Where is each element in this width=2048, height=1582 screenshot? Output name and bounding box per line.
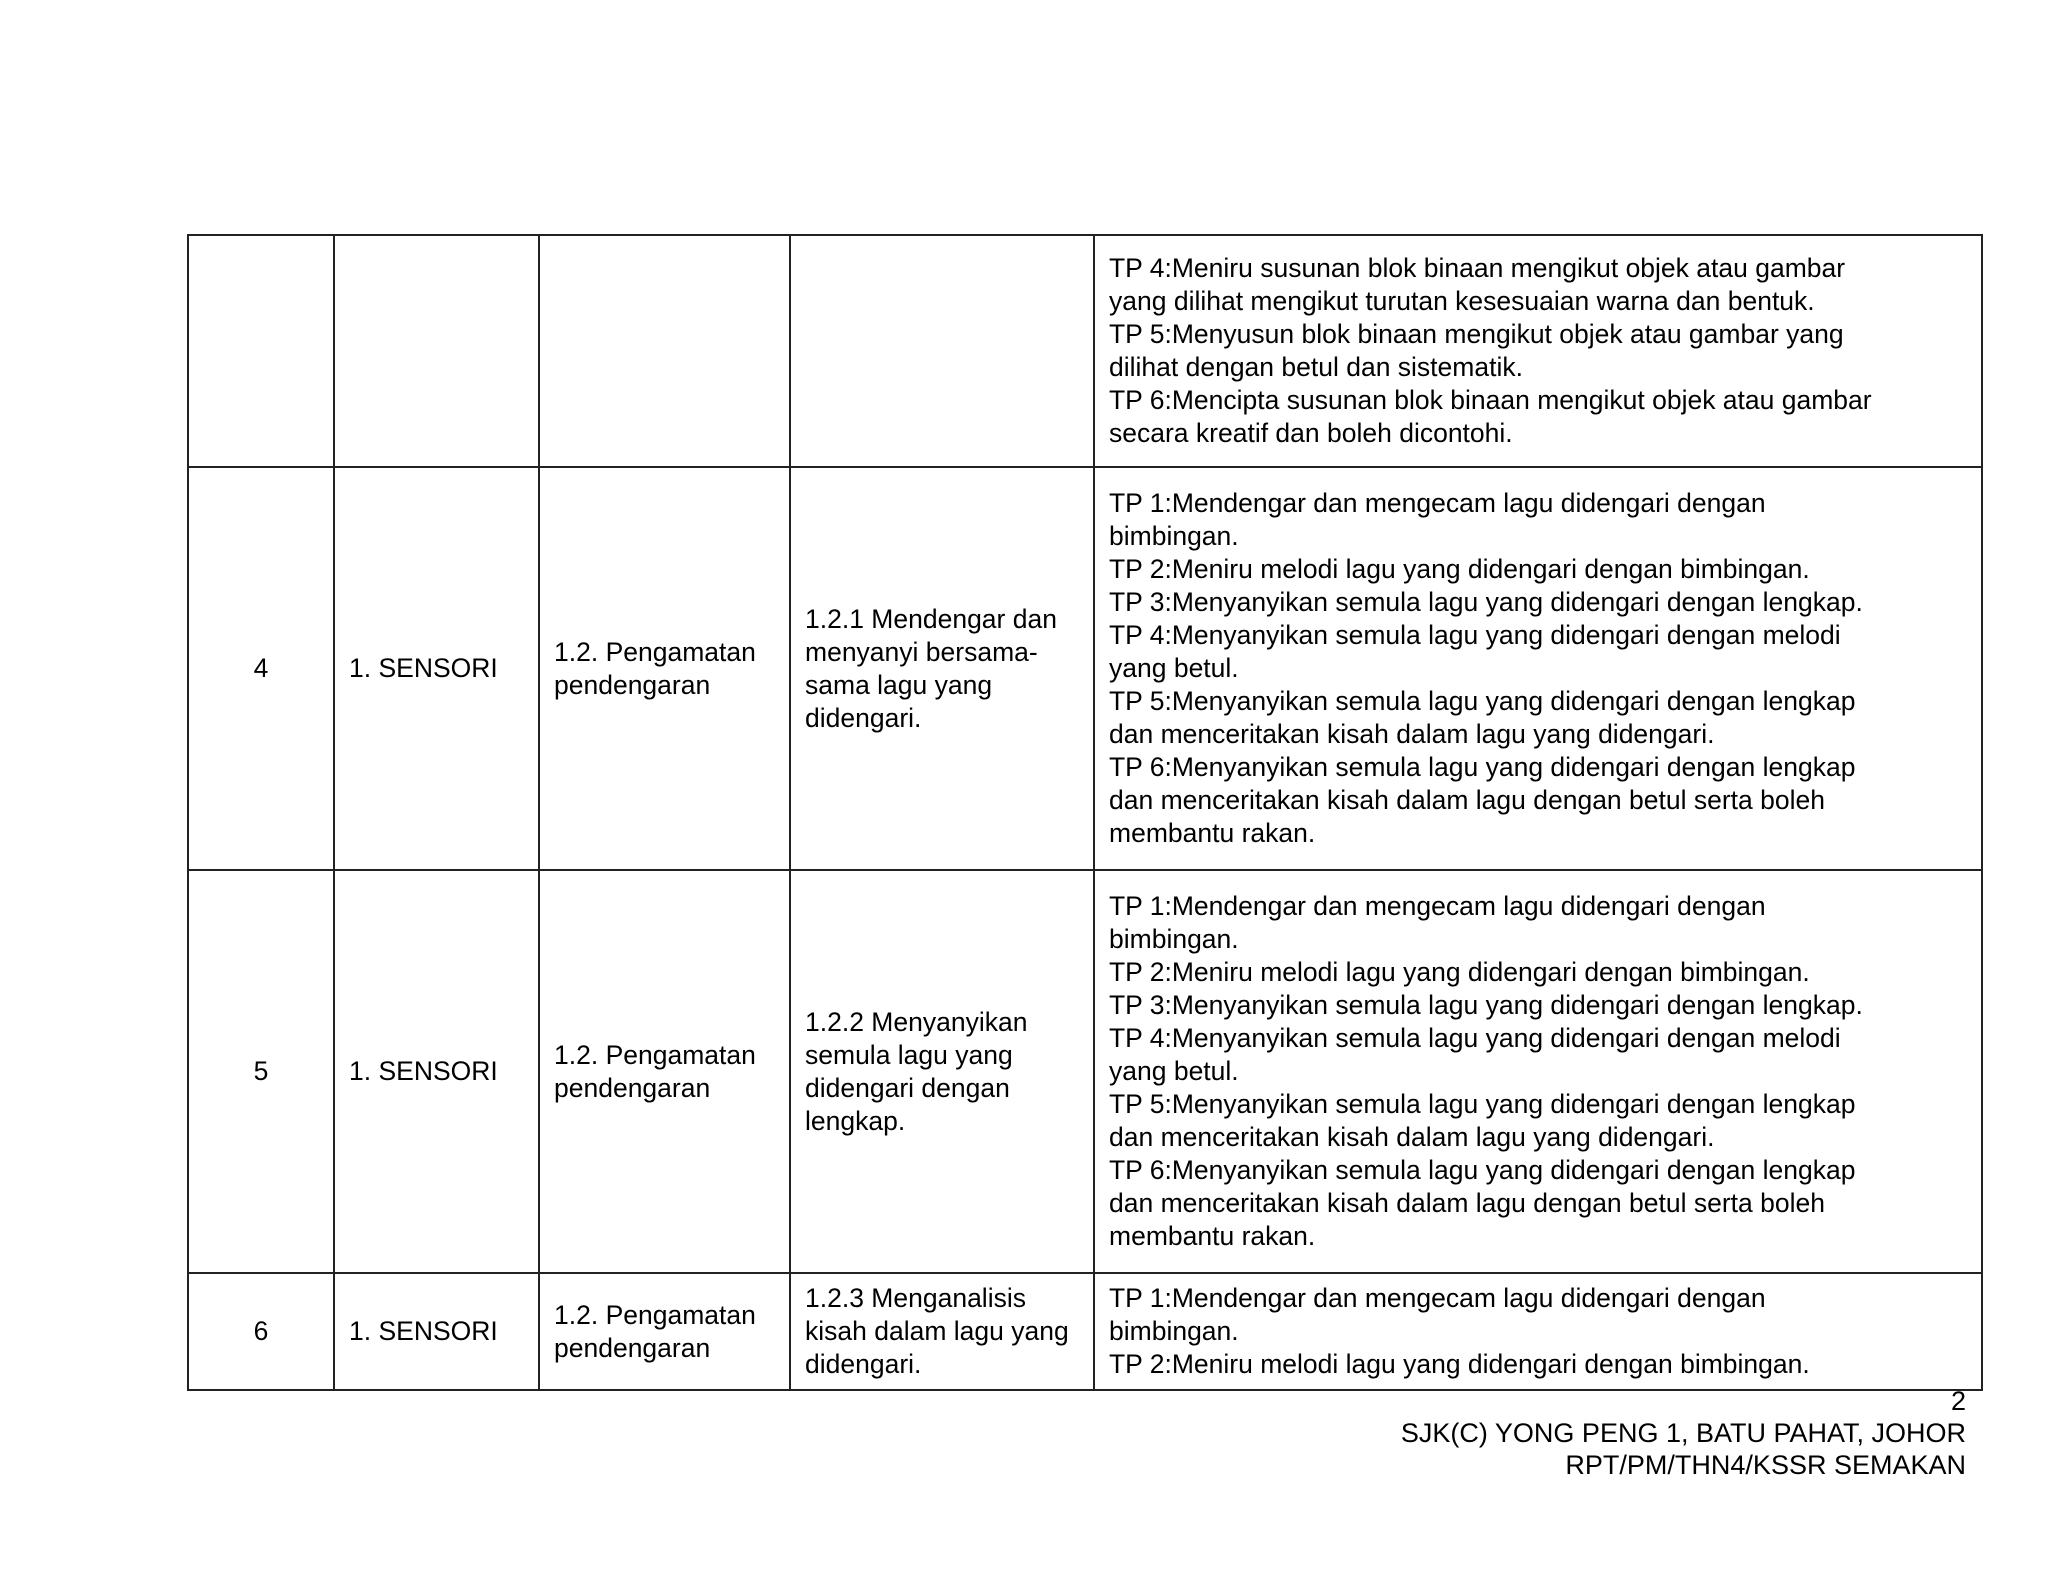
- tp-line: TP 1:Mendengar dan mengecam lagu didengari dengan: [1109, 1283, 1766, 1313]
- content-standard-cell: 1.2. Pengamatan pendengaran: [539, 467, 790, 870]
- tp-line: dan menceritakan kisah dalam lagu dengan betul serta boleh: [1109, 1188, 1825, 1218]
- learning-area-cell: 1. SENSORI: [334, 870, 539, 1273]
- tp-line: TP 4:Meniru susunan blok binaan mengikut objek atau gambar: [1109, 253, 1846, 283]
- tp-line: TP 5:Menyusun blok binaan mengikut objek atau gambar yang: [1109, 319, 1844, 349]
- tp-line: dan menceritakan kisah dalam lagu yang didengari.: [1109, 719, 1715, 749]
- document-code: RPT/PM/THN4/KSSR SEMAKAN: [1565, 1450, 1966, 1480]
- tp-line: secara kreatif dan boleh dicontohi.: [1109, 418, 1513, 448]
- content-standard-cell: [539, 235, 790, 467]
- tp-line: TP 4:Menyanyikan semula lagu yang didengari dengan melodi: [1109, 620, 1841, 650]
- tp-line: TP 2:Meniru melodi lagu yang didengari dengan bimbingan.: [1109, 957, 1810, 987]
- performance-level-cell: [1094, 467, 1982, 870]
- tp-line: yang betul.: [1109, 1056, 1239, 1086]
- learning-standard-cell: [790, 235, 1094, 467]
- table-row: [188, 870, 1982, 1273]
- tp-line: dan menceritakan kisah dalam lagu yang didengari.: [1109, 1122, 1715, 1152]
- week-cell: 5: [188, 870, 334, 1273]
- tp-line: TP 2:Meniru melodi lagu yang didengari dengan bimbingan.: [1109, 554, 1810, 584]
- tp-line: bimbingan.: [1109, 521, 1239, 551]
- week-cell: [188, 235, 334, 467]
- table-row: [188, 467, 1982, 870]
- week-cell: 4: [188, 467, 334, 870]
- learning-area-cell: 1. SENSORI: [334, 467, 539, 870]
- learning-area-cell: 1. SENSORI: [334, 1273, 539, 1390]
- content-standard-cell: 1.2. Pengamatan pendengaran: [539, 870, 790, 1273]
- page-footer: [1401, 1385, 1966, 1481]
- tp-line: TP 3:Menyanyikan semula lagu yang didengari dengan lengkap.: [1109, 587, 1863, 617]
- tp-line: TP 4:Menyanyikan semula lagu yang didengari dengan melodi: [1109, 1023, 1841, 1053]
- content-standard-cell: 1.2. Pengamatan pendengaran: [539, 1273, 790, 1390]
- learning-standard-cell: 1.2.3 Menganalisis kisah dalam lagu yang didengari.: [790, 1273, 1094, 1390]
- tp-line: dilihat dengan betul dan sistematik.: [1109, 352, 1523, 382]
- tp-line: bimbingan.: [1109, 924, 1239, 954]
- page-number: 2: [1950, 1386, 1966, 1416]
- tp-line: membantu rakan.: [1109, 818, 1316, 848]
- tp-line: TP 6:Menyanyikan semula lagu yang didengari dengan lengkap: [1109, 1155, 1856, 1185]
- tp-line: TP 5:Menyanyikan semula lagu yang didengari dengan lengkap: [1109, 686, 1856, 716]
- tp-line: TP 3:Menyanyikan semula lagu yang didengari dengan lengkap.: [1109, 990, 1863, 1020]
- school-name: SJK(C) YONG PENG 1, BATU PAHAT, JOHOR: [1400, 1418, 1966, 1448]
- table-row: [188, 1273, 1982, 1390]
- performance-level-cell: [1094, 235, 1982, 467]
- performance-level-cell: [1094, 1273, 1982, 1390]
- rpt-table: [187, 234, 1983, 1391]
- tp-line: bimbingan.: [1109, 1316, 1239, 1346]
- tp-line: TP 6:Menyanyikan semula lagu yang didengari dengan lengkap: [1109, 752, 1856, 782]
- tp-line: TP 1:Mendengar dan mengecam lagu didengari dengan: [1109, 488, 1766, 518]
- tp-line: TP 5:Menyanyikan semula lagu yang didengari dengan lengkap: [1109, 1089, 1856, 1119]
- performance-level-cell: [1094, 870, 1982, 1273]
- week-cell: 6: [188, 1273, 334, 1390]
- tp-line: TP 6:Mencipta susunan blok binaan mengikut objek atau gambar: [1109, 385, 1872, 415]
- tp-line: yang betul.: [1109, 653, 1239, 683]
- tp-line: TP 1:Mendengar dan mengecam lagu didengari dengan: [1109, 891, 1766, 921]
- learning-area-cell: [334, 235, 539, 467]
- table-row: [188, 235, 1982, 467]
- tp-line: dan menceritakan kisah dalam lagu dengan betul serta boleh: [1109, 785, 1825, 815]
- learning-standard-cell: 1.2.1 Mendengar dan menyanyi bersama-sama lagu yang didengari.: [790, 467, 1094, 870]
- tp-line: yang dilihat mengikut turutan kesesuaian warna dan bentuk.: [1109, 286, 1815, 316]
- tp-line: membantu rakan.: [1109, 1221, 1316, 1251]
- learning-standard-cell: 1.2.2 Menyanyikan semula lagu yang didengari dengan lengkap.: [790, 870, 1094, 1273]
- tp-line: TP 2:Meniru melodi lagu yang didengari dengan bimbingan.: [1109, 1349, 1810, 1379]
